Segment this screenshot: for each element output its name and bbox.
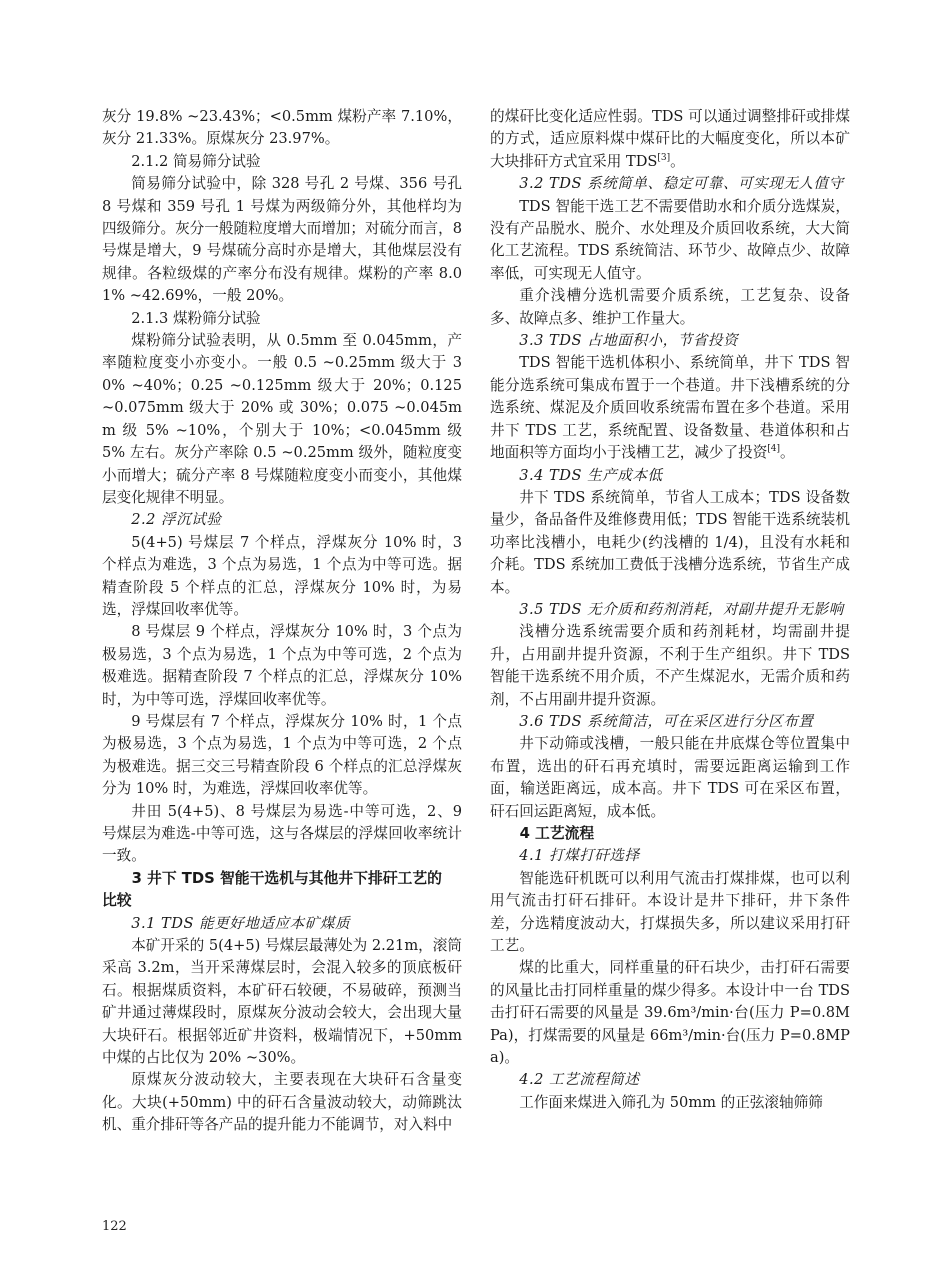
section-heading-2-2: 2.2 浮沉试验 bbox=[131, 511, 222, 529]
paragraph: 本矿开采的 5(4+5) 号煤层最薄处为 2.21m，滚筒采高 3.2m，当开采薄煤层时，会混入较多的顶底板矸石。根据煤质资料，本矿矸石较硬，不易破碎，预测当矿井通过薄煤段时，原煤灰分波动会较大，会出现大量大块矸石。根据邻近矿井资料，极端情况下，+50mm 中煤的占比仅为 20% ~30%。 bbox=[102, 937, 462, 1067]
paragraph bbox=[490, 106, 850, 173]
paragraph: 5(4+5) 号煤层 7 个样点，浮煤灰分 10% 时，3 个样点为难选，3 个点为易选，1 个点为中等可选。据精查阶段 5 个样点的汇总，浮煤灰分 10% 时，为易选，浮煤回收率优等。 bbox=[102, 533, 462, 618]
paragraph: 工作面来煤进入筛孔为 50mm 的正弦滚轴筛筛 bbox=[519, 1093, 823, 1111]
subsection-heading-2-1-3: 2.1.3 煤粉筛分试验 bbox=[131, 309, 261, 327]
paragraph: 井下 TDS 系统简单，节省人工成本；TDS 设备数量少，备品备件及维修费用低；TDS 智能干选系统装机功率比浅槽小，电耗少(约浅槽的 1/4)，且没有水耗和介耗。TDS 系统加工费低于浅槽分选系统，节省生产成本。 bbox=[490, 488, 850, 596]
right-column bbox=[490, 106, 850, 1114]
paragraph: 井下动筛或浅槽，一般只能在井底煤仓等位置集中布置，选出的矸石再充填时，需要远距离运输到工作面，输送距离远，成本高。井下 TDS 可在采区布置，矸石回运距离短，成本低。 bbox=[490, 735, 850, 820]
citation-ref: [3] bbox=[657, 152, 671, 163]
main-heading-3 bbox=[102, 868, 462, 913]
paragraph: 煤粉筛分试验表明，从 0.5mm 至 0.045mm，产率随粒度变小亦变小。一般 0.5 ~0.25mm 级大于 30% ~40%；0.25 ~0.125mm 级大于 20%；0.125 ~0.075mm 级大于 20% 或 30%；0.075 ~0.045mm 级 5% ~10%，个别大于 10%；<0.045mm 级 5% 左右。灰分产率除 0.5 ~0.25mm 级外，随粒度变小而增大；硫分产率 8 号煤随粒度变小而变小，其他煤层变化规律不明显。 bbox=[102, 332, 462, 506]
subsection-heading-2-1-2: 2.1.2 简易筛分试验 bbox=[131, 152, 261, 170]
section-heading-3-3: 3.3 TDS 占地面积小，节省投资 bbox=[519, 332, 739, 350]
paragraph bbox=[490, 352, 850, 464]
left-column bbox=[102, 106, 462, 1137]
section-heading-3-1: 3.1 TDS 能更好地适应本矿煤质 bbox=[131, 914, 351, 932]
section-heading-3-5: 3.5 TDS 无介质和药剂消耗，对副井提升无影响 bbox=[519, 600, 844, 618]
paragraph-end: 。 bbox=[780, 444, 795, 462]
section-heading-3-2: 3.2 TDS 系统简单、稳定可靠、可实现无人值守 bbox=[519, 175, 844, 193]
section-heading-4-1: 4.1 打煤打矸选择 bbox=[519, 847, 640, 865]
section-heading-4-2: 4.2 工艺流程简述 bbox=[519, 1071, 640, 1089]
paragraph: 煤的比重大，同样重量的矸石块少，击打矸石需要的风量比击打同样重量的煤少得多。本设计中一台 TDS 击打矸石需要的风量是 39.6m³/min·台(压力 P=0.8MPa)，打煤需要的风量是 66m³/min·台(压力 P=0.8MPa)。 bbox=[490, 959, 850, 1067]
paragraph: 原煤灰分波动较大，主要表现在大块矸石含量变化。大块(+50mm) 中的矸石含量波动较大，动筛跳汰机、重介排矸等各产品的提升能力不能调节，对入料中 bbox=[102, 1071, 462, 1134]
paragraph: 灰分 19.8% ~23.43%；<0.5mm 煤粉产率 7.10%，灰分 21.33%。原煤灰分 23.97%。 bbox=[102, 108, 462, 148]
paragraph: 井田 5(4+5)、8 号煤层为易选-中等可选，2、9 号煤层为难选-中等可选，这与各煤层的浮煤回收率统计一致。 bbox=[102, 802, 462, 865]
paragraph: 9 号煤层有 7 个样点，浮煤灰分 10% 时，1 个点为极易选，3 个点为易选，1 个点为中等可选，2 个点为极难选。据三交三号精查阶段 6 个样点的汇总浮煤灰分为 10% 时，为难选，浮煤回收率优等。 bbox=[102, 712, 462, 798]
main-heading-3-line1: 3 井下 TDS 智能干选机与其他井下排矸工艺的 bbox=[131, 869, 442, 887]
paragraph: 智能选矸机既可以利用气流击打煤排煤，也可以利用气流击打矸石排矸。本设计是井下排矸，井下条件差，分选精度波动大，打煤损失多，所以建议采用打矸工艺。 bbox=[490, 869, 850, 955]
paragraph-text: TDS 智能干选机体积小、系统简单，井下 TDS 智能分选系统可集成布置于一个巷道。井下浅槽系统的分选系统、煤泥及介质回收系统需布置在多个巷道。采用井下 TDS 工艺，系统配置、设备数量、巷道体积和占地面积等方面均小于浅槽工艺，减少了投资 bbox=[490, 354, 850, 462]
main-heading-3-line2: 比较 bbox=[102, 892, 132, 910]
section-heading-3-6: 3.6 TDS 系统简洁，可在采区进行分区布置 bbox=[519, 712, 814, 730]
page-number: 122 bbox=[102, 1219, 127, 1234]
citation-ref: [4] bbox=[767, 444, 781, 455]
paragraph: 简易筛分试验中，除 328 号孔 2 号煤、356 号孔 8 号煤和 359 号孔 1 号煤为两级筛分外，其他样均为四级筛分。灰分一般随粒度增大而增加；对硫分而言，8 号煤是增大，9 号煤硫分高时亦是增大，其他煤层没有规律。各粒级煤的产率分布没有规律。煤粉的产率 8.01% ~42.69%，一般 20%。 bbox=[102, 175, 462, 305]
paragraph-text: 的煤矸比变化适应性弱。TDS 可以通过调整排矸或排煤的方式，适应原料煤中煤矸比的大幅度变化，所以本矿大块排矸方式宜采用 TDS bbox=[490, 108, 850, 170]
paragraph: 浅槽分选系统需要介质和药剂耗材，均需副井提升，占用副井提升资源，不利于生产组织。井下 TDS 智能干选系统不用介质，不产生煤泥水，无需介质和药剂，不占用副井提升资源。 bbox=[490, 623, 850, 708]
main-heading-4: 4 工艺流程 bbox=[519, 825, 595, 842]
paragraph: 8 号煤层 9 个样点，浮煤灰分 10% 时，3 个点为极易选，3 个点为易选，1 个点为中等可选，2 个点为极难选。据精查阶段 7 个样点的汇总，浮煤灰分 10% 时，为中等可选，浮煤回收率优等。 bbox=[102, 623, 462, 708]
paragraph-end: 。 bbox=[670, 152, 685, 170]
section-heading-3-4: 3.4 TDS 生产成本低 bbox=[519, 466, 663, 484]
paragraph: 重介浅槽分选机需要介质系统，工艺复杂、设备多、故障点多、维护工作量大。 bbox=[490, 287, 850, 327]
paragraph: TDS 智能干选工艺不需要借助水和介质分选煤炭，没有产品脱水、脱介、水处理及介质回收系统，大大简化工艺流程。TDS 系统简洁、环节少、故障点少、故障率低，可实现无人值守。 bbox=[490, 197, 850, 282]
